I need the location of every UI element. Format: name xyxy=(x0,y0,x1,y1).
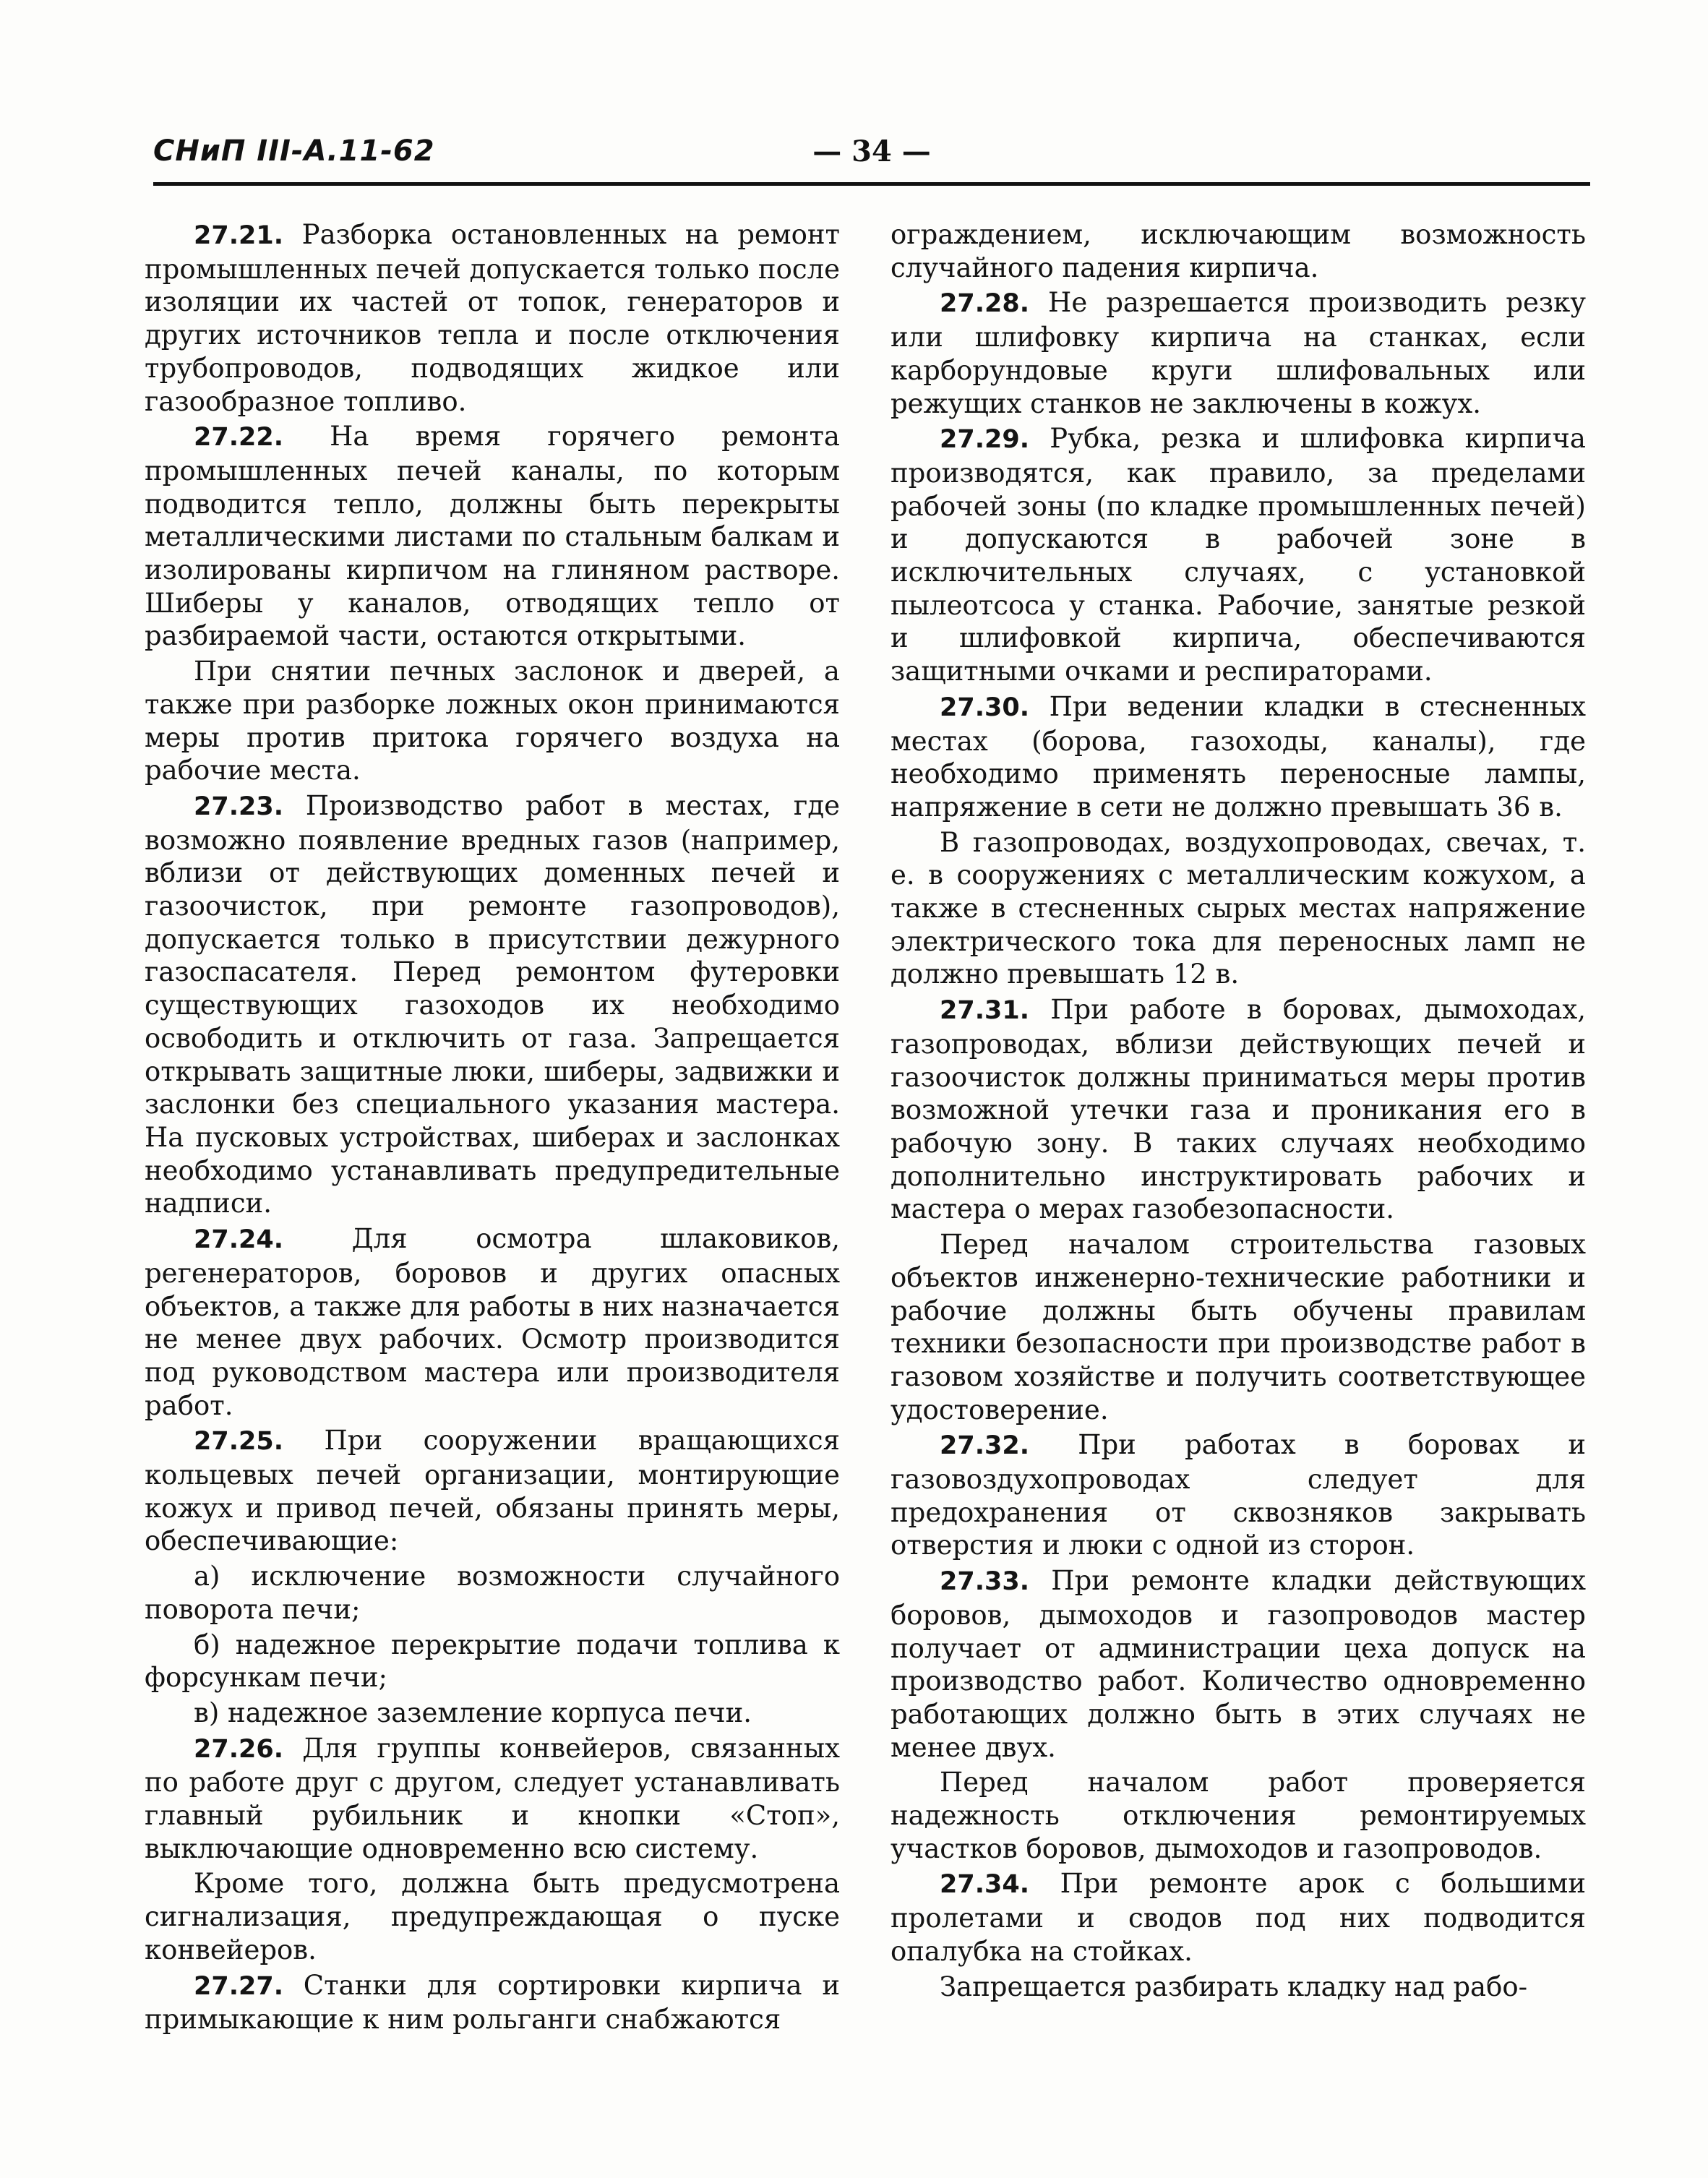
clause-number: 27.22. xyxy=(194,423,284,453)
clause-paragraph xyxy=(145,789,840,1220)
paragraph-text: При работе в боровах, дымоходах, газопроводах, вблизи действующих печей и газоочисток должны приниматься меры против возможной утечки газа и проникания его в рабочую зону. В таких случаях необходимо дополнительно инструктировать рабочих и мастера о мерах газобезопасности. xyxy=(891,994,1586,1225)
clause-number: 27.32. xyxy=(940,1431,1030,1461)
clause-paragraph xyxy=(145,1969,840,2036)
header-rule xyxy=(153,182,1590,186)
paragraph-text: Рубка, резка и шлифовка кирпича производятся, как правило, за пределами рабочей зоны (по кладке промышленных печей) и допускаются в рабочей зоне в исключительных случаях, с установкой пылеотсоса у станка. Рабочие, занятые резкой и шлифовкой кирпича, обеспечиваются защитными очками и респираторами. xyxy=(891,423,1586,687)
paragraph-text: При ремонте арок с большими пролетами и сводов под них подводится опалубка на стойках. xyxy=(891,1868,1586,1967)
clause-paragraph xyxy=(891,690,1586,824)
clause-number: 27.29. xyxy=(940,425,1030,455)
paragraph-text: Не разрешается производить резку или шлифовку кирпича на станках, если карборундовые круги шлифовальных или режущих станков не заключены в кожух. xyxy=(891,287,1586,419)
paragraph-text: б) надежное перекрытие подачи топлива к форсункам печи; xyxy=(145,1629,840,1694)
paragraph-text: При работах в боровах и газовоздухопроводах следует для предохранения от сквозняков закрывать отверстия и люки с одной из сторон. xyxy=(891,1429,1586,1561)
paragraph xyxy=(891,826,1586,992)
paragraph-text: Для осмотра шлаковиков, регенераторов, боровов и других опасных объектов, а также для работы в них назначается не менее двух рабочих. Осмотр производится под руководством мастера или производителя работ. xyxy=(145,1223,840,1421)
paragraph-text: ограждением, исключающим возможность случайного падения кирпича. xyxy=(891,219,1586,283)
paragraph-text: Разборка остановленных на ремонт промышленных печей допускается только после изоляции их частей от топок, генераторов и других источников тепла и после отключения трубопроводов, подводящих жидкое или газообразное топливо. xyxy=(145,219,840,417)
clause-number: 27.31. xyxy=(940,996,1030,1026)
clause-paragraph xyxy=(891,286,1586,420)
paragraph xyxy=(145,1629,840,1694)
paragraph xyxy=(891,1766,1586,1865)
paragraph-text: Производство работ в местах, где возможно появление вредных газов (например, вблизи от действующих доменных печей и газоочисток, при ремонте газопроводов), допускается только в присутствии дежурного газоспасателя. Перед ремонтом футеровки существующих газоходов их необходимо освободить и отключить от газа. Запрещается открывать защитные люки, шиберы, задвижки и заслонки без специального указания мастера. На пусковых устройствах, шиберах и заслонках необходимо устанавливать предупредительные надписи. xyxy=(145,789,840,1219)
paragraph xyxy=(145,1697,840,1730)
paragraph-text: На время горячего ремонта промышленных печей каналы, по которым подводится тепло, должны быть перекрыты металлическими листами по стальным балкам и изолированы кирпичом на глиняном растворе. Шиберы у каналов, отводящих тепло от разбираемой части, остаются открытыми. xyxy=(145,421,840,652)
clause-paragraph xyxy=(145,218,840,418)
paragraph xyxy=(145,1867,840,1966)
clause-paragraph xyxy=(891,1867,1586,1968)
document-code: СНиП III-А.11-62 xyxy=(153,134,435,168)
clause-paragraph xyxy=(145,1732,840,1866)
clause-number: 27.30. xyxy=(940,693,1030,722)
paragraph-text: в) надежное заземление корпуса печи. xyxy=(194,1697,752,1728)
paragraph-text: Станки для сортировки кирпича и примыкающие к ним рольганги снабжаются xyxy=(145,1969,840,2036)
paragraph xyxy=(145,1560,840,1626)
clause-number: 27.25. xyxy=(194,1427,284,1457)
clause-paragraph xyxy=(891,1428,1586,1562)
clause-number: 27.28. xyxy=(940,289,1030,319)
paragraph-text: При ремонте кладки действующих боровов, дымоходов и газопроводов мастер получает от администрации цеха допуск на производство работ. Количество одновременно работающих должно быть в этих случаях не менее двух. xyxy=(891,1565,1586,1763)
clause-number: 27.24. xyxy=(194,1225,284,1255)
clause-number: 27.23. xyxy=(194,792,284,821)
clause-paragraph xyxy=(891,1564,1586,1764)
paragraph-text: а) исключение возможности случайного поворота печи; xyxy=(145,1561,840,1625)
paragraph-text: При снятии печных заслонок и дверей, а также при разборке ложных окон принимаются меры против притока горячего воздуха на рабочие места. xyxy=(145,656,840,786)
page-number: — 34 — xyxy=(812,134,931,168)
paragraph-text: Для группы конвейеров, связанных по работе друг с другом, следует устанавливать главный рубильник и кнопки «Стоп», выключающие одновременно всю систему. xyxy=(145,1732,840,1864)
paragraph-text: При сооружении вращающихся кольцевых печей организации, монтирующие кожух и привод печей, обязаны принять меры, обеспечивающие: xyxy=(145,1425,840,1557)
left-column xyxy=(145,218,840,2054)
paragraph xyxy=(145,655,840,787)
paragraph-text: Кроме того, должна быть предусмотрена сигнализация, предупреждающая о пуске конвейеров. xyxy=(145,1868,840,1965)
paragraph-text: В газопроводах, воздухопроводах, свечах, т. е. в сооружениях с металлическим кожухом, а также в стесненных сырых местах напряжение электрического тока для переносных ламп не должно превышать 12 в. xyxy=(891,826,1586,990)
clause-number: 27.27. xyxy=(194,1971,284,2001)
page-header xyxy=(153,134,1590,178)
clause-number: 27.26. xyxy=(194,1734,284,1764)
paragraph-text: Перед началом работ проверяется надежность отключения ремонтируемых участков боровов, дымоходов и газопроводов. xyxy=(891,1767,1586,1864)
paragraph xyxy=(891,1228,1586,1426)
paragraph xyxy=(891,218,1586,284)
paragraph-text: При ведении кладки в стесненных местах (борова, газоходы, каналы), где необходимо применять переносные лампы, напряжение в сети не должно превышать 36 в. xyxy=(891,690,1586,823)
clause-paragraph xyxy=(145,1222,840,1422)
clause-number: 27.33. xyxy=(940,1567,1030,1597)
clause-paragraph xyxy=(891,422,1586,688)
clause-number: 27.34. xyxy=(940,1870,1030,1900)
right-column xyxy=(891,218,1586,2054)
paragraph-text: Запрещается разбирать кладку над рабо- xyxy=(940,1971,1528,2002)
paragraph xyxy=(891,1971,1586,2004)
clause-paragraph xyxy=(145,1424,840,1558)
paragraph-text: Перед началом строительства газовых объектов инженерно-технические работники и рабочие должны быть обучены правилам техники безопасности при производстве работ в газовом хозяйстве и получить соответствующее удостоверение. xyxy=(891,1229,1586,1425)
clause-paragraph xyxy=(145,420,840,653)
clause-number: 27.21. xyxy=(194,221,284,250)
clause-paragraph xyxy=(891,993,1586,1226)
